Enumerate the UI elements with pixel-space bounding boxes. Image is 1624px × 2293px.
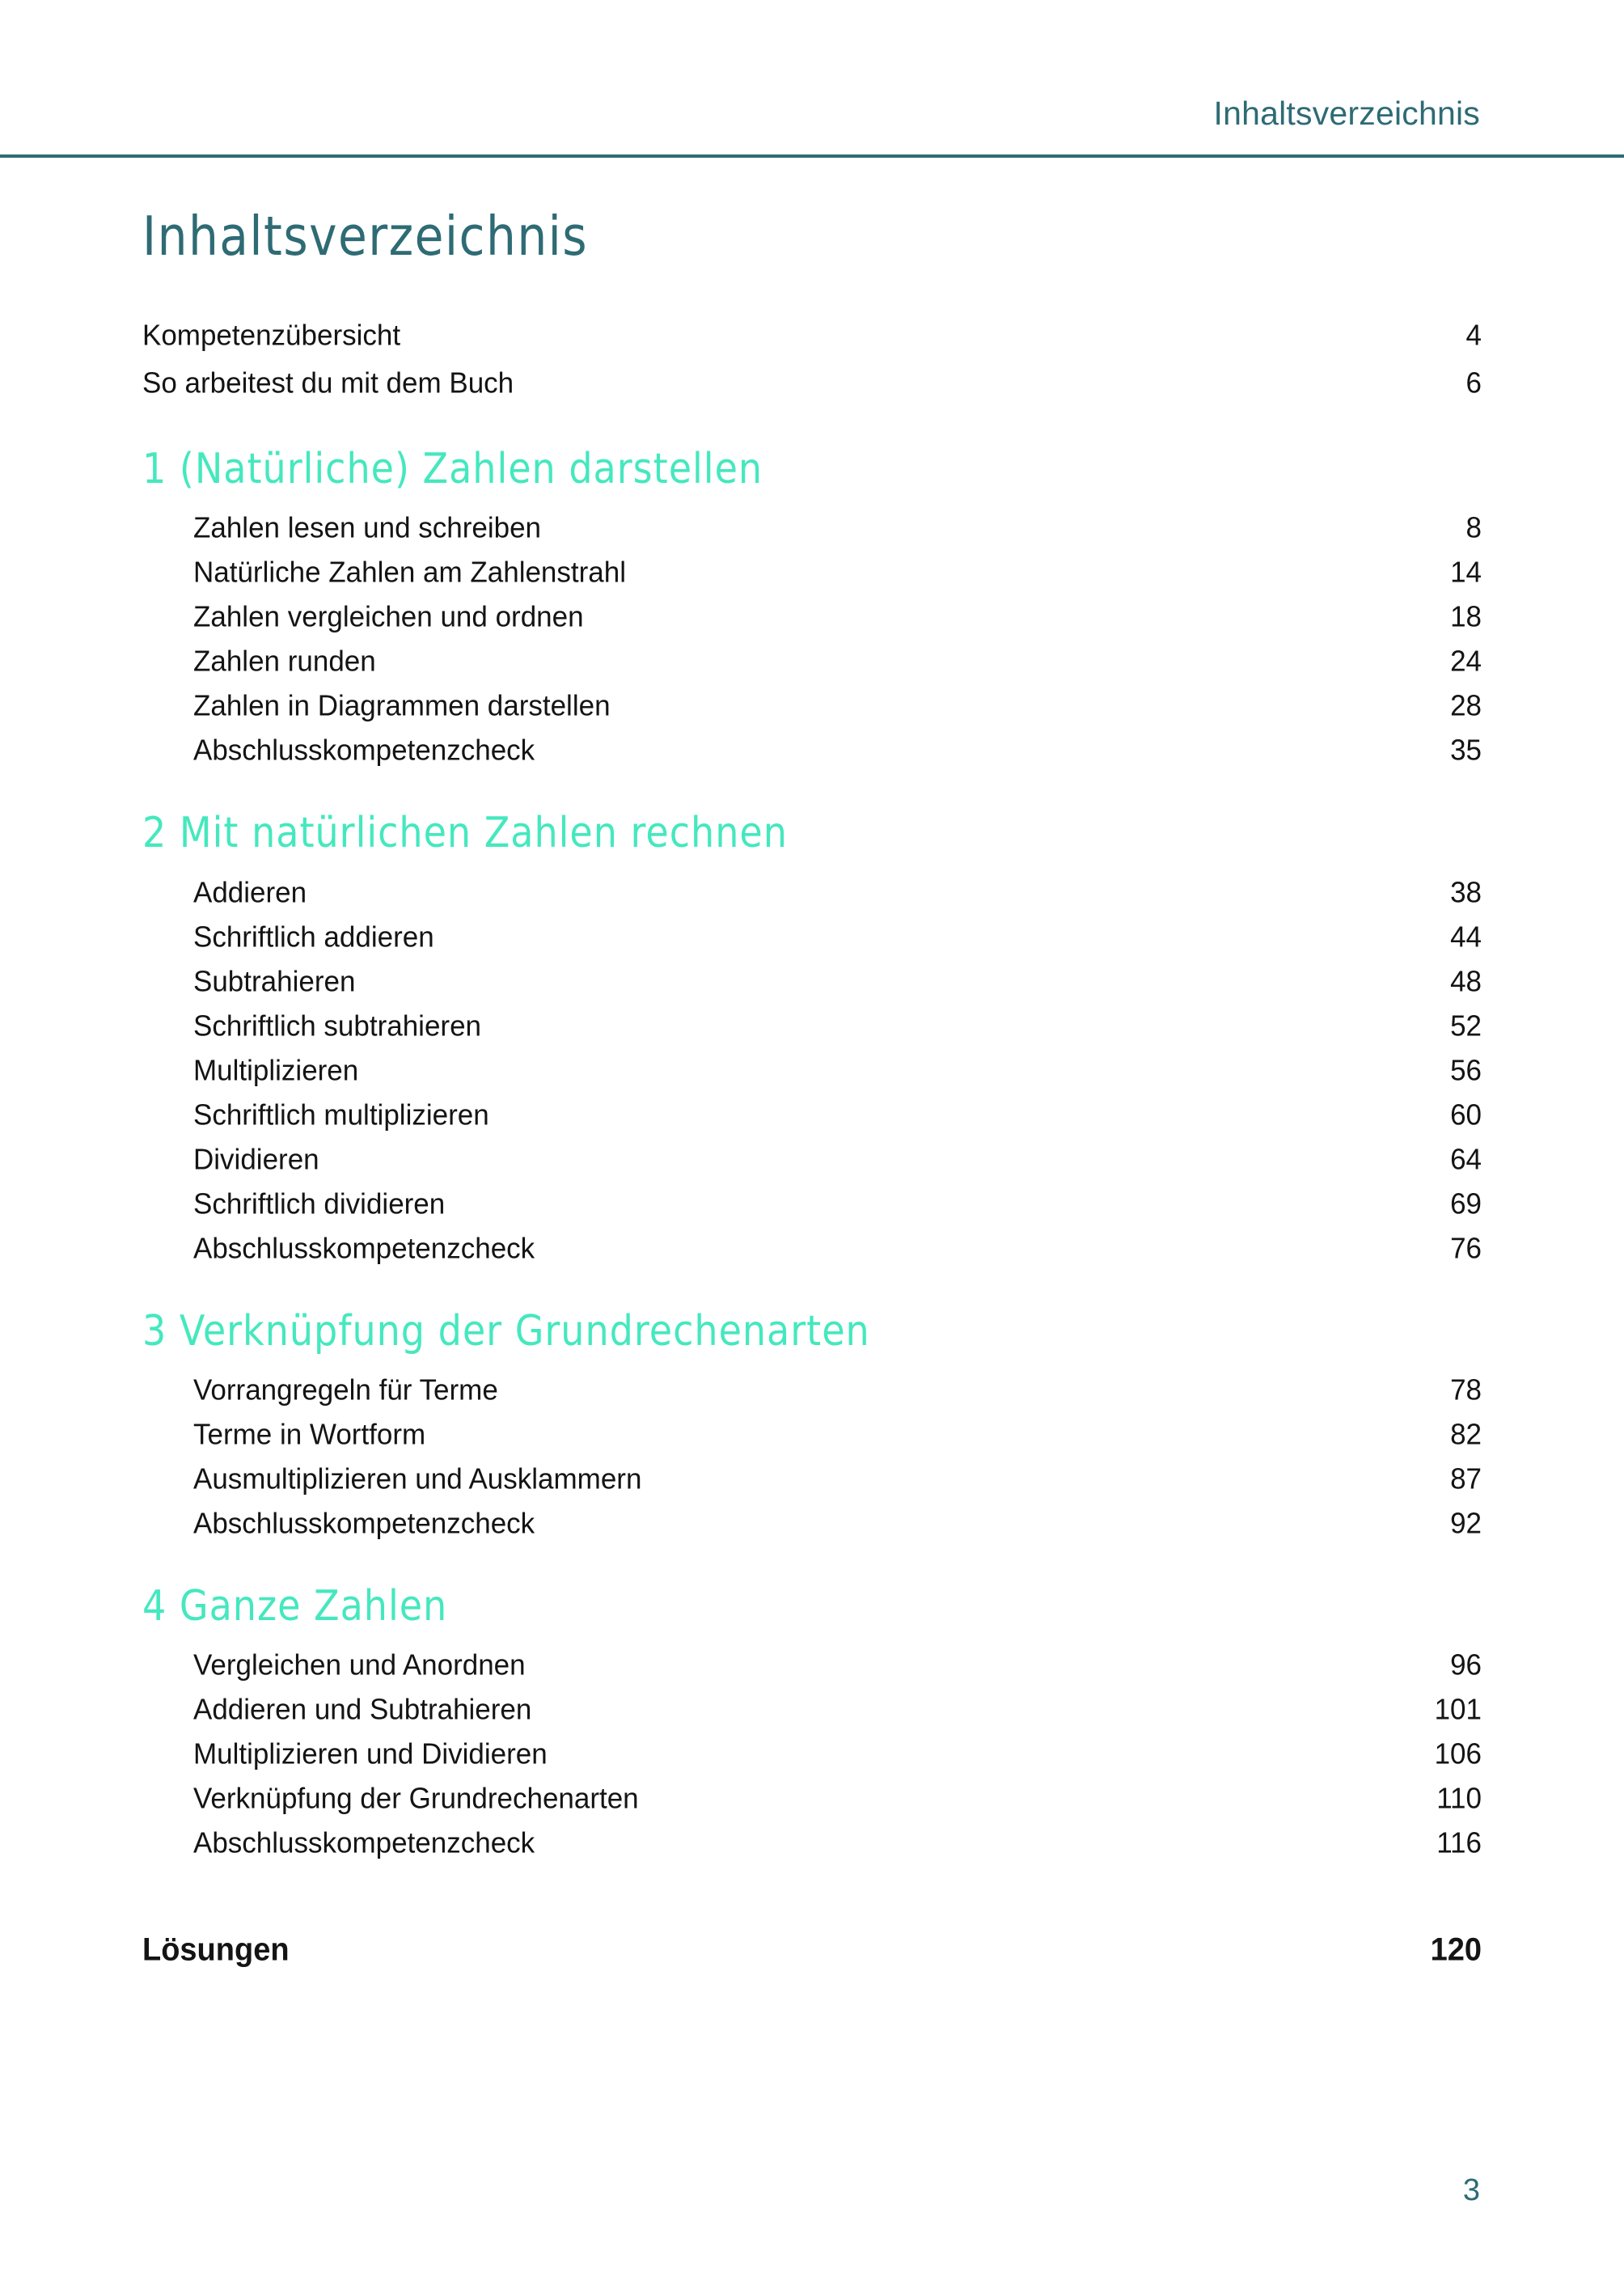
toc-row[interactable] [193, 1009, 1482, 1043]
toc-row[interactable] [193, 1826, 1482, 1860]
toc-entry-page: 120 [1430, 1932, 1482, 1969]
toc-row[interactable] [193, 689, 1482, 723]
toc-entry-label: Zahlen in Diagrammen darstellen [193, 689, 611, 723]
toc-row[interactable] [193, 1053, 1482, 1087]
toc-entry-page: 116 [1436, 1826, 1482, 1860]
toc-row[interactable] [193, 734, 1482, 768]
toc-entry-label: Addieren [193, 875, 307, 909]
toc-entry-label: Abschlusskompetenzcheck [193, 1231, 535, 1265]
toc-row[interactable] [193, 1462, 1482, 1496]
toc-entry-label: Multiplizieren [193, 1053, 359, 1087]
toc-row[interactable] [193, 964, 1482, 998]
toc-entry-label: Zahlen vergleichen und ordnen [193, 600, 584, 634]
toc-row[interactable] [193, 1693, 1482, 1727]
chapter-entry-list [142, 1648, 1482, 1860]
frontmatter-list [142, 319, 1482, 400]
toc-entry-label: Addieren und Subtrahieren [193, 1693, 532, 1727]
toc-entry-page: 64 [1450, 1142, 1482, 1176]
toc-row[interactable] [193, 875, 1482, 909]
toc-entry-page: 110 [1436, 1782, 1482, 1816]
toc-entry-label: Abschlusskompetenzcheck [193, 1507, 535, 1540]
chapter-title[interactable]: 3 Verknüpfung der Grundrechenarten [142, 1306, 870, 1356]
toc-entry-page: 56 [1450, 1053, 1482, 1087]
toc-entry-label: Schriftlich addieren [193, 920, 434, 954]
toc-row[interactable] [193, 1782, 1482, 1816]
chapter-group [142, 444, 1482, 768]
toc-row[interactable] [193, 1187, 1482, 1221]
toc-entry-label: Vergleichen und Anordnen [193, 1648, 526, 1682]
chapter-group [142, 1306, 1482, 1540]
toc-entry-page: 28 [1450, 689, 1482, 723]
toc-entry-label: So arbeitest du mit dem Buch [142, 366, 514, 400]
toc-row[interactable] [193, 1373, 1482, 1407]
toc-row[interactable] [193, 920, 1482, 954]
toc-entry-page: 60 [1450, 1098, 1482, 1132]
toc-entry-page: 18 [1450, 600, 1482, 634]
toc-entry-label: Subtrahieren [193, 964, 356, 998]
toc-entry-page: 106 [1434, 1737, 1482, 1771]
toc-row[interactable] [142, 1932, 1482, 1969]
toc-row[interactable] [193, 556, 1482, 590]
page-number: 3 [1462, 2173, 1480, 2207]
chapter-entry-list [142, 511, 1482, 768]
toc-row[interactable] [193, 1142, 1482, 1176]
chapter-title[interactable]: 1 (Natürliche) Zahlen darstellen [142, 444, 763, 494]
solutions-section [142, 1932, 1482, 1969]
toc-entry-label: Schriftlich multiplizieren [193, 1098, 489, 1132]
toc-entry-label: Schriftlich dividieren [193, 1187, 446, 1221]
toc-row[interactable] [142, 319, 1482, 352]
toc-entry-label: Natürliche Zahlen am Zahlenstrahl [193, 556, 626, 590]
toc-entry-page: 14 [1450, 556, 1482, 590]
toc-entry-label: Abschlusskompetenzcheck [193, 734, 535, 768]
toc-entry-page: 24 [1450, 645, 1482, 679]
toc-row[interactable] [193, 600, 1482, 634]
toc-entry-page: 69 [1450, 1187, 1482, 1221]
toc-entry-label: Kompetenzübersicht [142, 319, 401, 352]
toc-content [142, 205, 1482, 1969]
toc-row[interactable] [193, 1231, 1482, 1265]
toc-row[interactable] [193, 511, 1482, 545]
toc-entry-page: 82 [1450, 1418, 1482, 1451]
chapter-title[interactable]: 2 Mit natürlichen Zahlen rechnen [142, 809, 788, 858]
toc-entry-page: 8 [1465, 511, 1482, 545]
toc-entry-page: 6 [1465, 366, 1482, 400]
toc-entry-page: 87 [1450, 1462, 1482, 1496]
toc-row[interactable] [193, 1648, 1482, 1682]
toc-entry-page: 101 [1434, 1693, 1482, 1727]
toc-entry-label: Schriftlich subtrahieren [193, 1009, 481, 1043]
toc-row[interactable] [193, 1098, 1482, 1132]
chapter-group [142, 809, 1482, 1265]
toc-row[interactable] [193, 1737, 1482, 1771]
toc-entry-page: 4 [1465, 319, 1482, 352]
chapter-title[interactable]: 4 Ganze Zahlen [142, 1581, 448, 1631]
toc-entry-page: 35 [1450, 734, 1482, 768]
toc-entry-page: 76 [1450, 1231, 1482, 1265]
chapter-list [142, 444, 1482, 1860]
toc-entry-page: 44 [1450, 920, 1482, 954]
toc-entry-label: Ausmultiplizieren und Ausklammern [193, 1462, 642, 1496]
toc-entry-label: Verknüpfung der Grundrechenarten [193, 1782, 639, 1816]
chapter-group [142, 1581, 1482, 1860]
toc-entry-label: Lösungen [142, 1932, 290, 1969]
page-title: Inhaltsverzeichnis [142, 205, 589, 269]
toc-entry-page: 78 [1450, 1373, 1482, 1407]
toc-entry-page: 48 [1450, 964, 1482, 998]
toc-row[interactable] [193, 1509, 1482, 1538]
toc-entry-label: Zahlen runden [193, 645, 376, 679]
toc-entry-page: 52 [1450, 1009, 1482, 1043]
running-head: Inhaltsverzeichnis [1213, 95, 1480, 132]
header-rule [0, 154, 1624, 158]
chapter-entry-list [142, 875, 1482, 1265]
toc-entry-label: Vorrangregeln für Terme [193, 1373, 498, 1407]
toc-entry-label: Abschlusskompetenzcheck [193, 1826, 535, 1860]
toc-entry-page: 92 [1450, 1507, 1482, 1540]
toc-row[interactable] [193, 645, 1482, 679]
toc-entry-page: 96 [1450, 1648, 1482, 1682]
chapter-entry-list [142, 1373, 1482, 1540]
toc-entry-label: Terme in Wortform [193, 1418, 426, 1451]
toc-entry-label: Dividieren [193, 1142, 319, 1176]
toc-row[interactable] [142, 366, 1482, 400]
toc-entry-label: Multiplizieren und Dividieren [193, 1737, 548, 1771]
toc-entry-label: Zahlen lesen und schreiben [193, 511, 542, 545]
toc-row[interactable] [193, 1420, 1482, 1449]
toc-entry-page: 38 [1450, 875, 1482, 909]
